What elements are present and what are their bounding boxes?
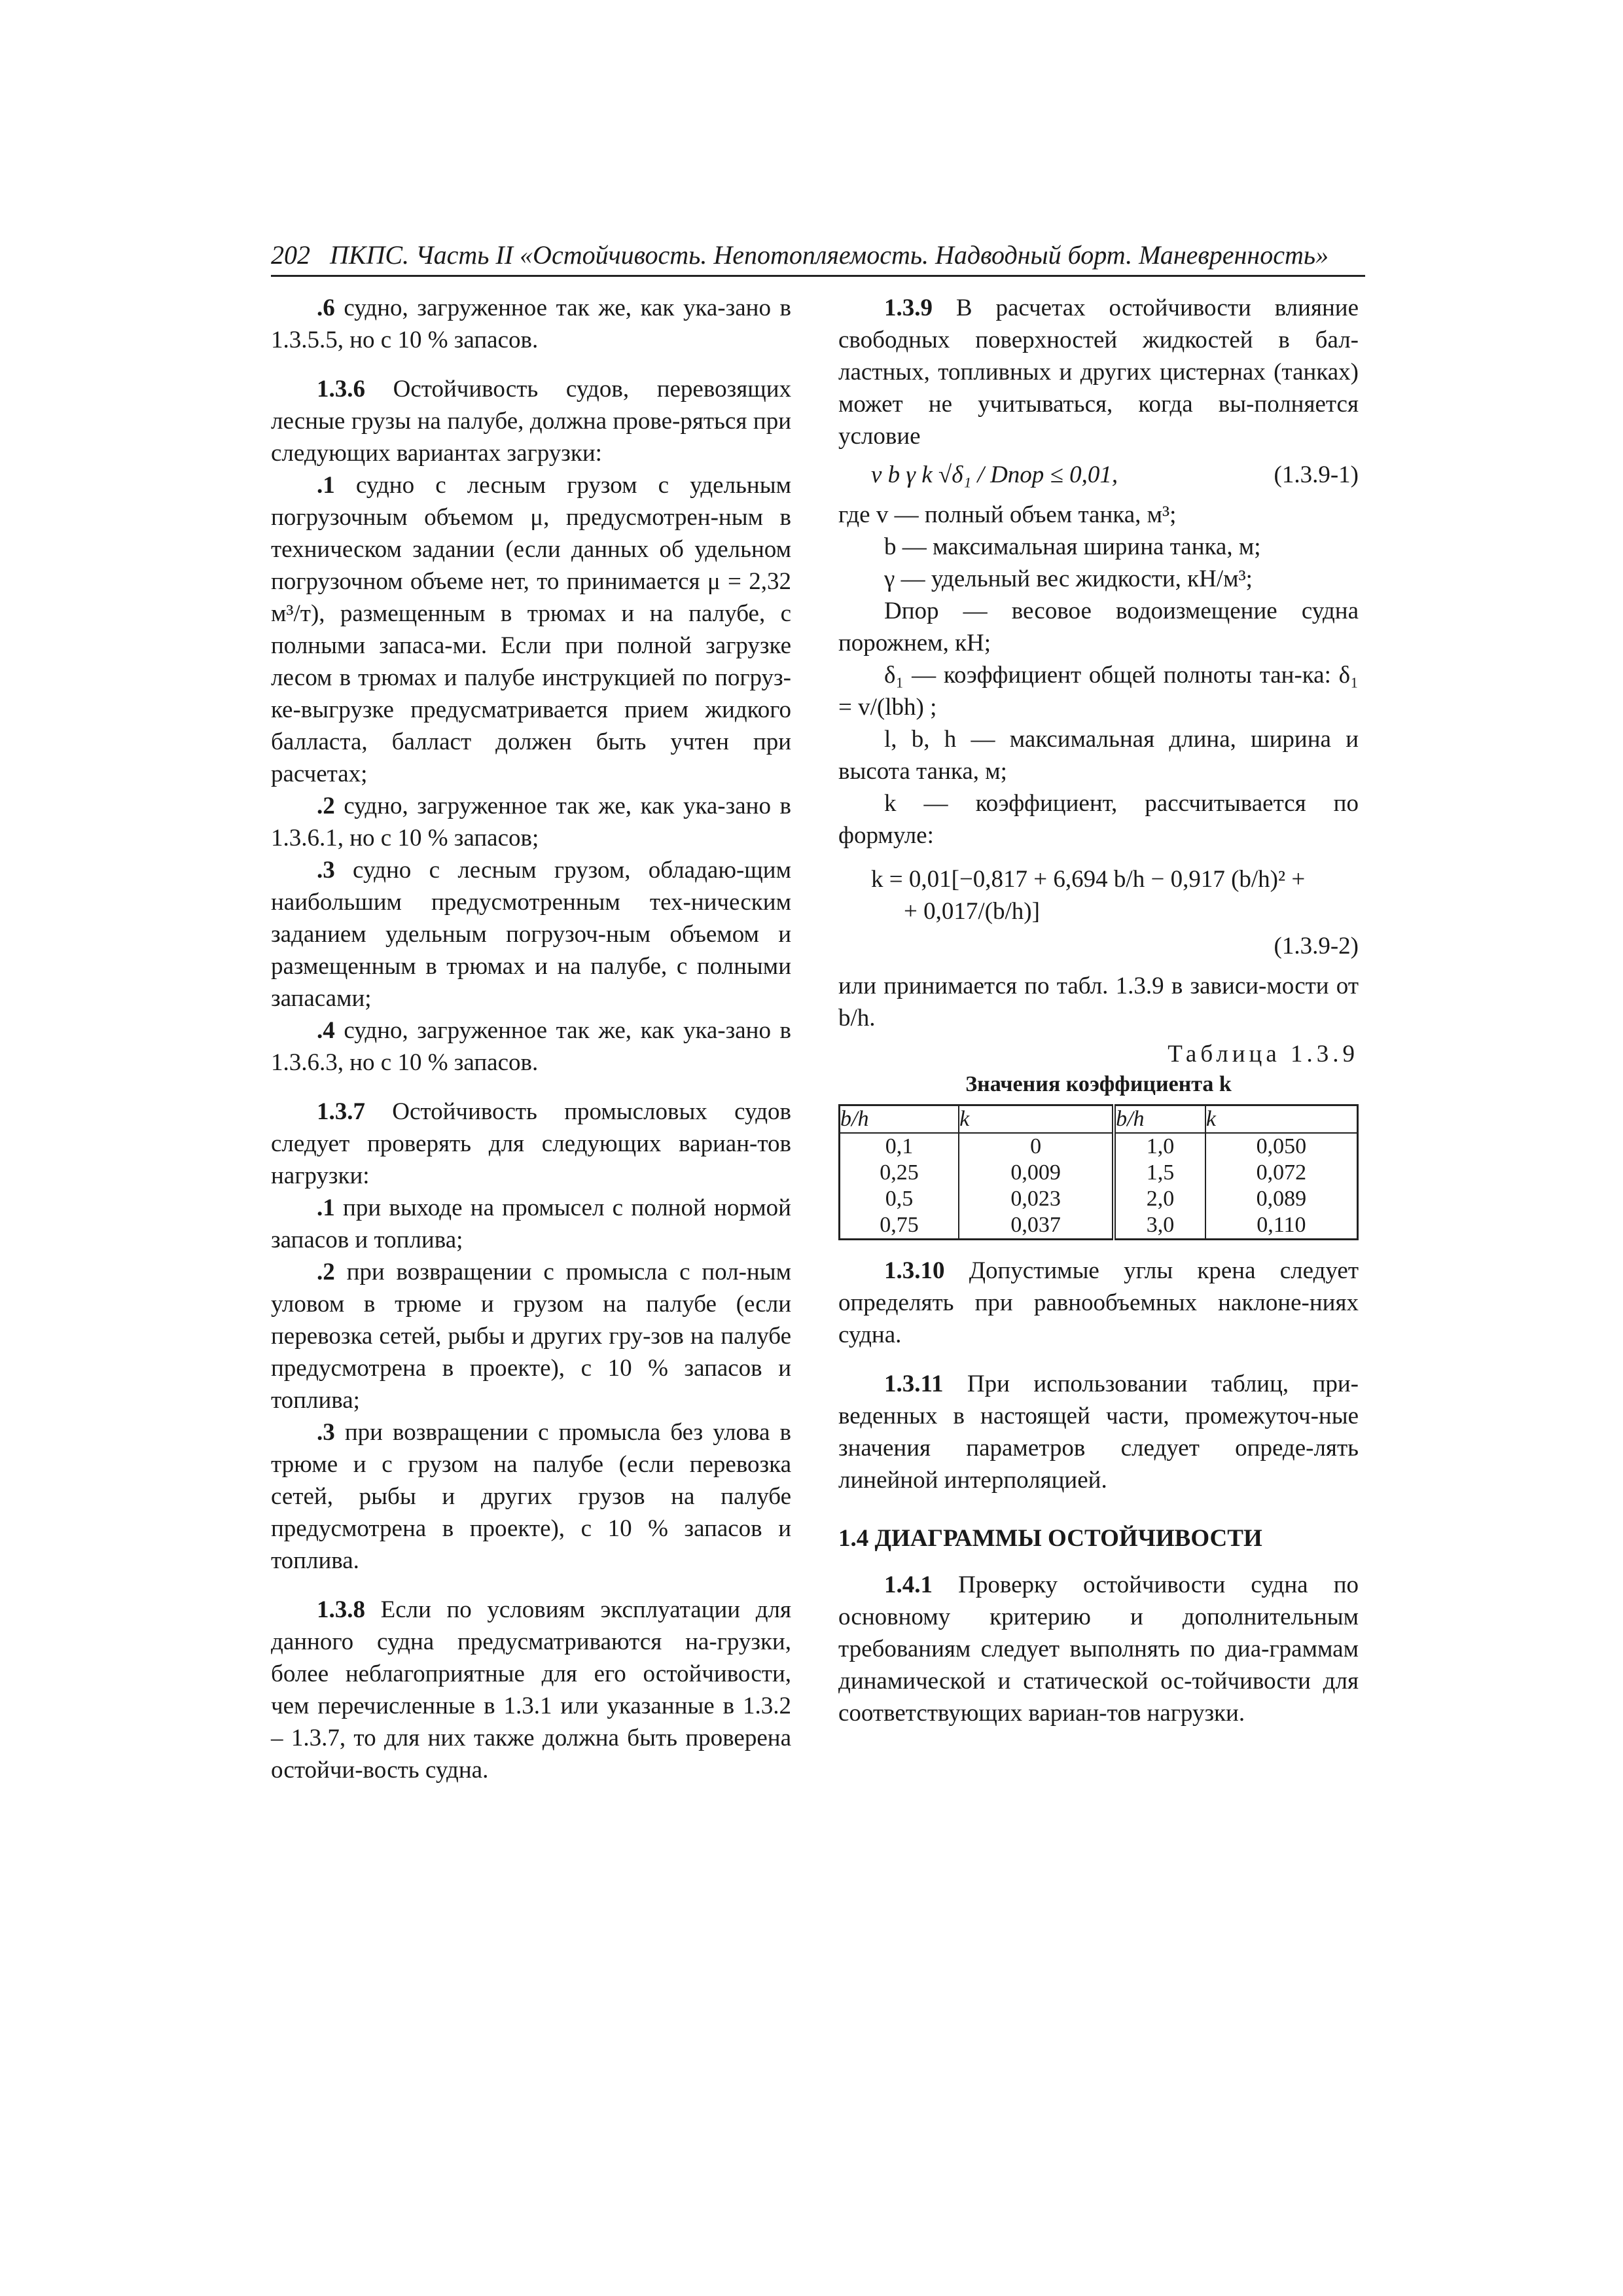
definition-gamma: γ — удельный вес жидкости, кН/м³;: [884, 565, 1253, 592]
table-cell: 1,0: [1114, 1133, 1205, 1160]
paragraph-1-3-10: [838, 1255, 1359, 1351]
paragraph-1-3-6: [271, 373, 791, 469]
table-cell: 0,023: [959, 1186, 1114, 1212]
page-number: 202: [271, 240, 310, 270]
item-1-3-6-2: [271, 790, 791, 854]
paragraph-text: судно, загруженное так же, как ука-зано в 1.3.6.1, но с 10 % запасов;: [271, 793, 791, 852]
equation-line-2: + 0,017/(b/h)]: [904, 898, 1040, 925]
left-column: [271, 292, 791, 1786]
table-row: [840, 1160, 1358, 1186]
paragraph-table-reference: или принимается по табл. 1.3.9 в зависи-мости от b/h.: [838, 973, 1359, 1031]
table-cell: 2,0: [1114, 1186, 1205, 1212]
paragraph-text: Проверку остойчивости судна по основному критерию и дополнительным требованиям следует выполнять по диа-граммам динамической и статической ос-тойчивости для соответствующих вариан-тов нагрузки.: [838, 1571, 1359, 1727]
table-header-cell: k: [1205, 1105, 1358, 1134]
table-cell: 0,037: [959, 1212, 1114, 1240]
coefficient-table: [838, 1104, 1359, 1240]
table-row: [840, 1186, 1358, 1212]
item-1-3-6-1: [271, 469, 791, 790]
table-cell: 0,5: [840, 1186, 959, 1212]
paragraph-text: при возвращении с промысла без улова в трюме и с грузом на палубе (если перевозка сетей, рыбы и других грузов на палубе предусмотрена в проекте), с 10 % запасов и топлива.: [271, 1419, 791, 1574]
table-cell: 0,110: [1205, 1212, 1358, 1240]
paragraph-1-3-8: [271, 1594, 791, 1786]
table-cell: 3,0: [1114, 1212, 1205, 1240]
item-1-3-6-4: [271, 1014, 791, 1079]
table-header-cell: b/h: [1114, 1105, 1205, 1134]
header-title: ПКПС. Часть II «Остойчивость. Непотопляемость. Надводный борт. Маневренность»: [330, 240, 1329, 270]
paragraph-1-3-11: [838, 1368, 1359, 1496]
item-1-3-7-2: [271, 1256, 791, 1416]
item-number: .2: [317, 1259, 335, 1285]
table-cell: 0,009: [959, 1160, 1114, 1186]
item-number: .2: [317, 793, 335, 819]
table-cell: 0,25: [840, 1160, 959, 1186]
paragraph-1-3-9: [838, 292, 1359, 452]
table-cell: 0,089: [1205, 1186, 1358, 1212]
definition-k: k — коэффициент, рассчитывается по формуле:: [838, 790, 1359, 849]
clause-number: 1.3.6: [317, 376, 365, 403]
equation-1-3-9-2: [838, 863, 1359, 927]
paragraph-1-3-7: [271, 1096, 791, 1192]
equation-line-1: k = 0,01[−0,817 + 6,694 b/h − 0,917 (b/h)² +: [871, 866, 1306, 893]
table-row: [840, 1212, 1358, 1240]
item-1-3-6-3: [271, 854, 791, 1014]
item-number: .6: [317, 295, 335, 321]
paragraph-text: Если по условиям эксплуатации для данного судна предусматриваются на-грузки, более неблагоприятные для его остойчивости, чем перечисленные в 1.3.1 или указанные в 1.3.2 – 1.3.7, то для них также должна быть проверена остойчи-вость судна.: [271, 1596, 791, 1784]
table-header-cell: k: [959, 1105, 1114, 1134]
table-cell: 1,5: [1114, 1160, 1205, 1186]
item-number: .3: [317, 857, 335, 884]
running-header: [271, 237, 1365, 277]
item-number: .1: [317, 1194, 335, 1221]
equation-expression: v b γ k √δ₁ / Dпор ≤ 0,01,: [871, 461, 1118, 488]
table-title: Значения коэффициента k: [965, 1072, 1232, 1096]
table-cell: 0,1: [840, 1133, 959, 1160]
item-number: .3: [317, 1419, 335, 1446]
clause-number: 1.3.11: [884, 1371, 944, 1397]
item-number: .1: [317, 472, 335, 499]
clause-number: 1.3.7: [317, 1098, 365, 1125]
item-1-3-7-3: [271, 1416, 791, 1577]
paragraph-1-3-5-6: [271, 292, 791, 356]
table-caption: Таблица 1.3.9: [1168, 1041, 1359, 1067]
table-header-row: [840, 1105, 1358, 1134]
paragraph-text: при выходе на промысел с полной нормой запасов и топлива;: [271, 1194, 791, 1253]
item-1-3-7-1: [271, 1192, 791, 1256]
definition-v: где v — полный объем танка, м³;: [838, 501, 1177, 528]
definition-delta: δ₁ — коэффициент общей полноты тан-ка: δ₁ = v/(lbh) ;: [838, 662, 1359, 721]
table-cell: 0,072: [1205, 1160, 1358, 1186]
clause-number: 1.3.8: [317, 1596, 365, 1623]
clause-number: 1.4.1: [884, 1571, 933, 1598]
clause-number: 1.3.9: [884, 295, 933, 321]
paragraph-text: судно с лесным грузом с удельным погрузочным объемом μ, предусмотрен-ным в техническом задании (если данных об удельном погрузочном объеме нет, то принимается μ = 2,32 м³/т), размещенным в трюмах и на палубе, с полными запаса-ми. Если при полной загрузке лесом в трюмах и палубе инструкцией по погруз-ке-выгрузке предусматривается прием жидкого балласта, балласт должен быть учтен при расчетах;: [271, 472, 791, 787]
paragraph-text: Допустимые углы крена следует определять при равнообъемных наклоне-ниях судна.: [838, 1257, 1359, 1348]
table-row: [840, 1133, 1358, 1160]
paragraph-text: Остойчивость судов, перевозящих лесные грузы на палубе, должна прове-ряться при следующих вариантах загрузки:: [271, 376, 791, 467]
paragraph-text: В расчетах остойчивости влияние свободных поверхностей жидкостей в бал-ластных, топливных и других цистернах (танках) может не учитываться, когда вы-полняется условие: [838, 295, 1359, 450]
paragraph-text: при возвращении с промысла с пол-ным уловом в трюме и грузом на палубе (если перевозка сетей, рыбы и других гру-зов на палубе предусмотрена в проекте), с 10 % запасов и топлива;: [271, 1259, 791, 1414]
table-cell: 0,050: [1205, 1133, 1358, 1160]
definition-b: b — максимальная ширина танка, м;: [884, 533, 1261, 560]
table-header-cell: b/h: [840, 1105, 959, 1134]
item-number: .4: [317, 1017, 335, 1044]
clause-number: 1.3.10: [884, 1257, 945, 1284]
right-column: [838, 292, 1359, 1729]
paragraph-1-4-1: [838, 1569, 1359, 1729]
paragraph-text: судно, загруженное так же, как ука-зано в 1.3.5.5, но с 10 % запасов.: [271, 295, 791, 353]
equation-1-3-9-1: [838, 459, 1359, 491]
definition-lbh: l, b, h — максимальная длина, ширина и высота танка, м;: [838, 726, 1359, 785]
paragraph-text: судно с лесным грузом, обладаю-щим наибольшим предусмотренным тех-ническим заданием удельным погрузоч-ным объемом и размещенным в трюмах и на палубе, с полными запасами;: [271, 857, 791, 1012]
table-cell: 0: [959, 1133, 1114, 1160]
equation-number: (1.3.9-2): [1274, 933, 1359, 960]
section-heading: 1.4 ДИАГРАММЫ ОСТОЙЧИВОСТИ: [838, 1525, 1262, 1552]
definition-d-por: Dпор — весовое водоизмещение судна порожнем, кН;: [838, 598, 1359, 656]
table-cell: 0,75: [840, 1212, 959, 1240]
paragraph-text: При использовании таблиц, при-веденных в настоящей части, промежуточ-ные значения параметров следует опреде-лять линейной интерполяцией.: [838, 1371, 1359, 1494]
equation-number: (1.3.9-1): [1274, 461, 1359, 488]
paragraph-text: судно, загруженное так же, как ука-зано в 1.3.6.3, но с 10 % запасов.: [271, 1017, 791, 1076]
paragraph-text: Остойчивость промысловых судов следует проверять для следующих вариан-тов нагрузки:: [271, 1098, 791, 1189]
